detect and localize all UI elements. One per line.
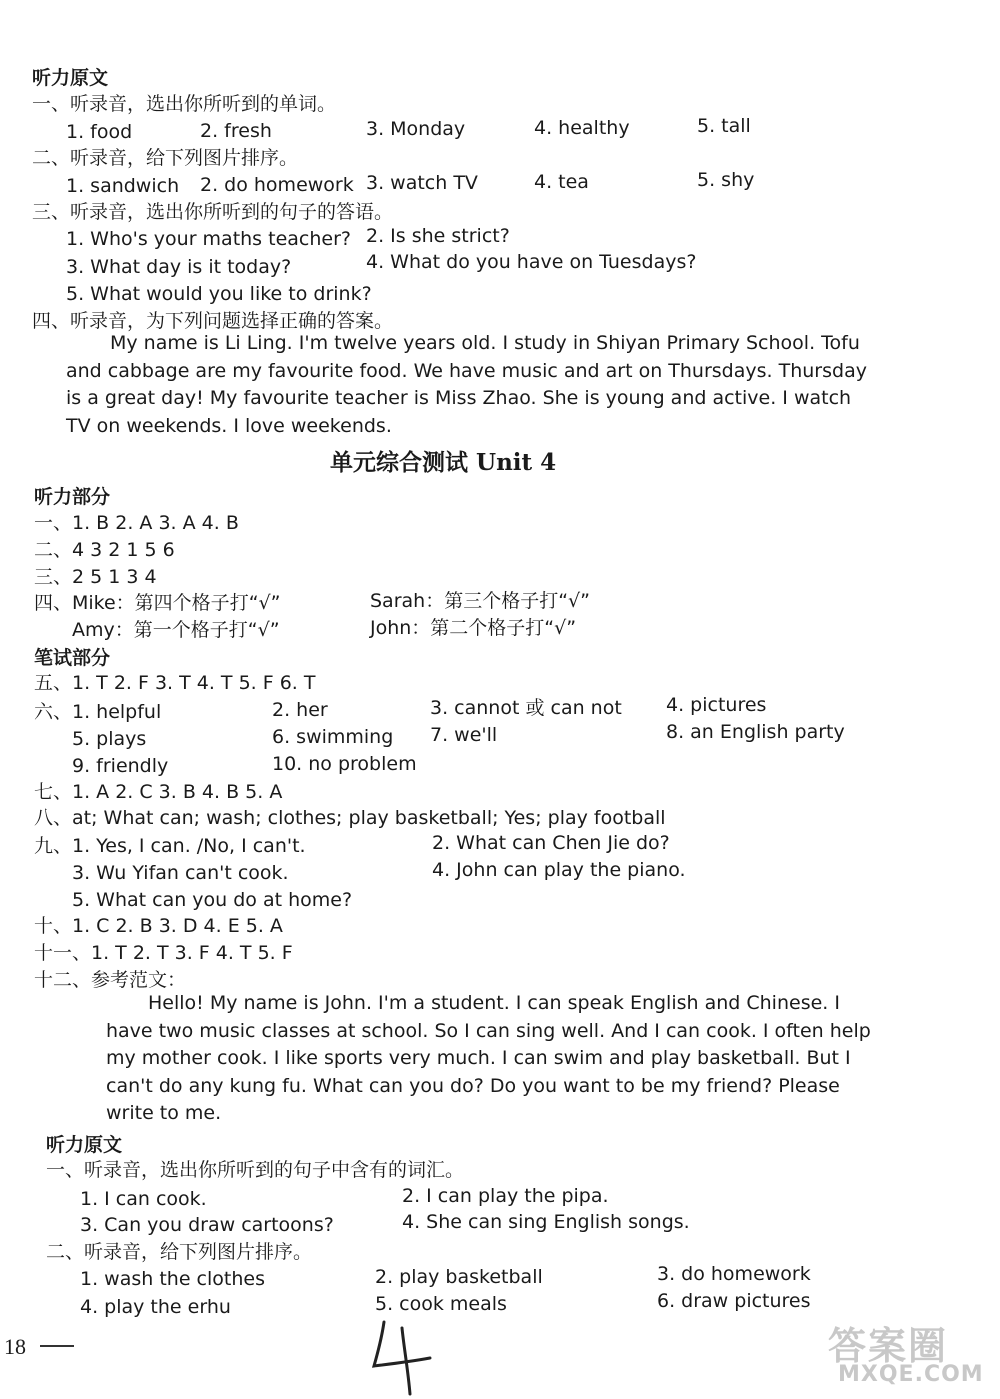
answer-3: 三、2 5 1 3 4	[34, 566, 157, 588]
q1-item: 5. tall	[697, 115, 751, 137]
q4-passage-text: My name is Li Ling. I'm twelve years old. I study in Shiyan Primary School. Tofu and cabbage are my favourite food. We have music and art on Thursdays. Thursday is a great day! My favourite teacher is Miss Zhao. She is young and active. I watch TV on weekends. I love weekends.	[66, 332, 867, 437]
answer-12-label: 十二、参考范文：	[34, 969, 187, 991]
s2-q2-item: 4. play the erhu	[80, 1296, 231, 1318]
q2-item: 1. sandwich	[66, 175, 180, 197]
q1-item: 2. fresh	[200, 120, 272, 142]
q3-item: 5. What would you like to drink?	[66, 283, 372, 305]
q1-item: 3. Monday	[366, 118, 466, 140]
s2-q1-item: 4. She can sing English songs.	[402, 1211, 690, 1233]
q2-item: 2. do homework	[200, 174, 354, 196]
answer-6-item: 3. cannot 或 can not	[430, 697, 622, 719]
answer-12-essay	[106, 990, 876, 1128]
answer-1: 一、1. B 2. A 3. A 4. B	[34, 512, 239, 534]
answer-4-amy: Amy：第一个格子打“√”	[72, 619, 280, 641]
answer-2: 二、4 3 2 1 5 6	[34, 539, 175, 561]
answer-5: 五、1. T 2. F 3. T 4. T 5. F 6. T	[34, 672, 316, 694]
answer-9-item: 3. Wu Yifan can't cook.	[72, 862, 289, 884]
handwritten-digit	[368, 1318, 440, 1398]
answer-4-mike: 四、Mike：第四个格子打“√”	[34, 592, 281, 614]
s2-q1-item: 1. I can cook.	[80, 1188, 207, 1210]
answer-9-item: 九、1. Yes, I can. /No, I can't.	[34, 835, 306, 857]
answer-6-item: 5. plays	[72, 728, 147, 750]
answer-10: 十、1. C 2. B 3. D 4. E 5. A	[34, 915, 283, 937]
s2-q2-item: 3. do homework	[657, 1263, 811, 1285]
q3-item: 3. What day is it today?	[66, 256, 292, 278]
watermark-logo: 答案圈	[828, 1324, 949, 1368]
answer-6-item: 4. pictures	[666, 694, 767, 716]
answer-9-item: 5. What can you do at home?	[72, 889, 353, 911]
answer-4-john: John：第二个格子打“√”	[370, 617, 577, 639]
q2-item: 4. tea	[534, 171, 589, 193]
unit-title: 单元综合测试 Unit 4	[330, 449, 557, 476]
q3-title: 三、听录音，选出你所听到的句子的答语。	[32, 201, 394, 223]
q3-item: 4. What do you have on Tuesdays?	[366, 251, 697, 273]
q1-item: 1. food	[66, 121, 133, 143]
s2-q2-item: 1. wash the clothes	[80, 1268, 265, 1290]
s2-q2-item: 6. draw pictures	[657, 1290, 811, 1312]
section-heading-listening: 听力部分	[34, 486, 111, 508]
answer-6-item: 8. an English party	[666, 721, 845, 743]
section-heading-written: 笔试部分	[34, 647, 111, 669]
q1-title: 一、听录音，选出你所听到的单词。	[32, 93, 337, 115]
q2-item: 3. watch TV	[366, 172, 478, 194]
q4-title: 四、听录音，为下列问题选择正确的答案。	[32, 310, 394, 332]
answer-9-item: 4. John can play the piano.	[432, 859, 686, 881]
page-number-rule	[40, 1345, 74, 1347]
answer-6-item: 7. we'll	[430, 724, 498, 746]
answer-6-item: 2. her	[272, 699, 328, 721]
q2-title: 二、听录音，给下列图片排序。	[32, 147, 299, 169]
section-heading-transcript-2: 听力原文	[46, 1134, 123, 1156]
answer-11: 十一、1. T 2. T 3. F 4. T 5. F	[34, 942, 293, 964]
q3-item: 2. Is she strict?	[366, 225, 510, 247]
q3-item: 1. Who's your maths teacher?	[66, 228, 351, 250]
answer-9-item: 2. What can Chen Jie do?	[432, 832, 670, 854]
s2-q1-item: 3. Can you draw cartoons?	[80, 1214, 334, 1236]
answer-4-sarah: Sarah：第三个格子打“√”	[370, 590, 590, 612]
answer-6-item: 9. friendly	[72, 755, 169, 777]
q4-passage	[66, 330, 872, 440]
page-number: 18	[4, 1334, 26, 1359]
s2-q1-item: 2. I can play the pipa.	[402, 1185, 609, 1207]
s2-q2-title: 二、听录音，给下列图片排序。	[46, 1241, 313, 1263]
answer-6-item: 六、1. helpful	[34, 701, 162, 723]
answer-6-item: 10. no problem	[272, 753, 417, 775]
s2-q2-item: 5. cook meals	[375, 1293, 507, 1315]
q2-item: 5. shy	[697, 169, 755, 191]
section-heading-transcript: 听力原文	[32, 67, 109, 89]
essay-text: Hello! My name is John. I'm a student. I can speak English and Chinese. I have two music classes at school. So I can sing well. And I can cook. I often help my mother cook. I like sports very much. I can swim and play basketball. But I can't do any kung fu. What can you do? Do you want to be my friend? Please write to me.	[106, 992, 871, 1124]
watermark-url: MXQE.COM	[838, 1362, 984, 1387]
q1-item: 4. healthy	[534, 117, 630, 139]
answer-7: 七、1. A 2. C 3. B 4. B 5. A	[34, 781, 283, 803]
s2-q1-title: 一、听录音，选出你所听到的句子中含有的词汇。	[46, 1159, 465, 1181]
answer-8: 八、at; What can; wash; clothes; play basketball; Yes; play football	[34, 807, 666, 829]
s2-q2-item: 2. play basketball	[375, 1266, 543, 1288]
answer-6-item: 6. swimming	[272, 726, 394, 748]
